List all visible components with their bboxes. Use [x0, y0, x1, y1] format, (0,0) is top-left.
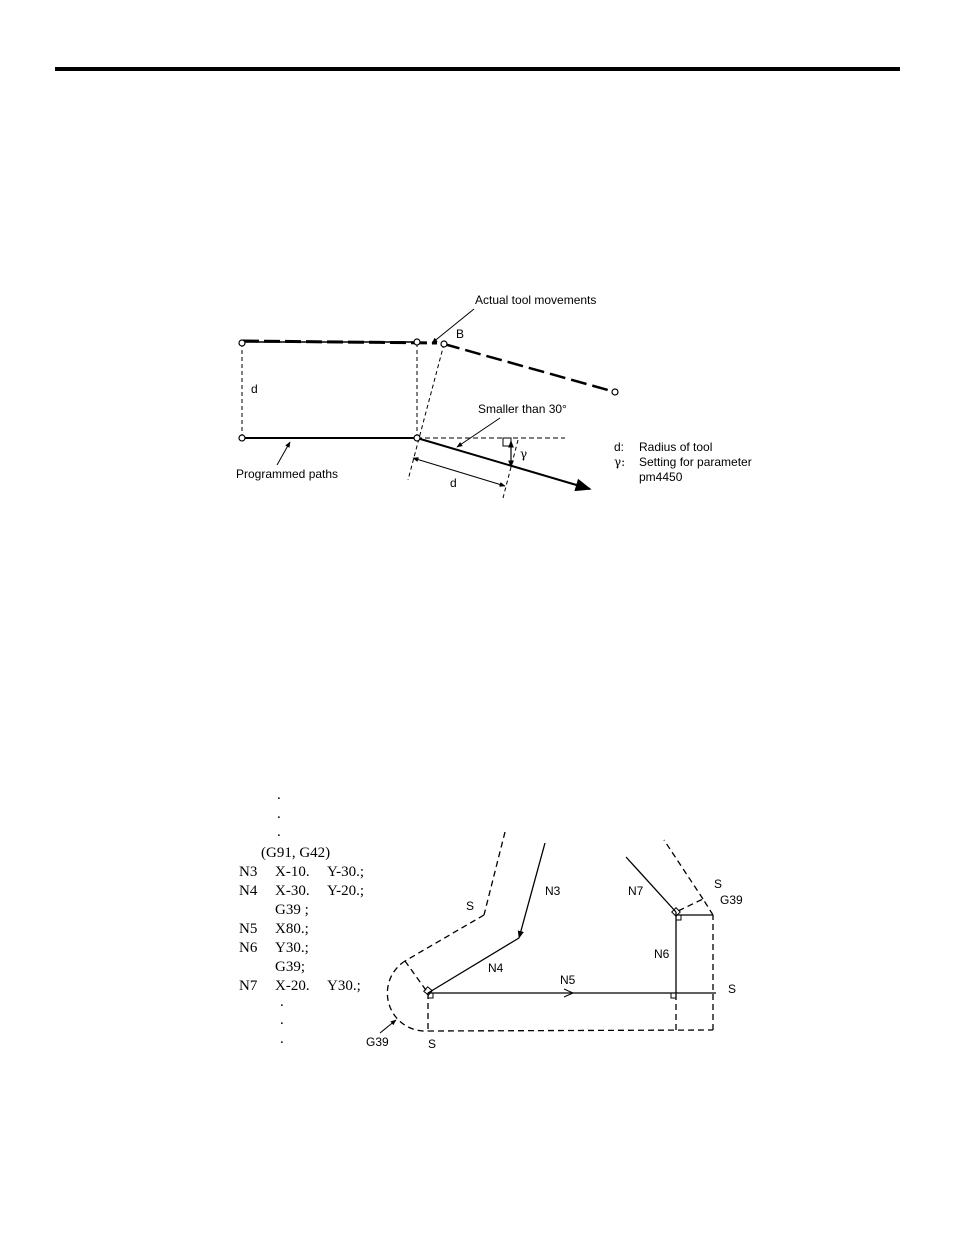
legend-text: pm4450 [639, 470, 683, 484]
right-angle-mark [503, 438, 511, 446]
gamma-label: γ [520, 447, 528, 461]
n5-label: N5 [560, 973, 576, 987]
program-word: X-20. [275, 978, 310, 994]
program-dot: . [277, 787, 281, 803]
s-label-right: S [728, 982, 737, 996]
program-word: Y30.; [327, 978, 361, 994]
program-dot: . [280, 994, 284, 1010]
n3-label: N3 [545, 884, 561, 898]
program-word: Y30.; [275, 940, 309, 956]
figure-1-corner-offset [236, 293, 752, 498]
s-label-upper: S [466, 899, 475, 913]
path-n3 [519, 843, 545, 938]
g39-label-right: G39 [720, 893, 743, 907]
point-corner-bottom [414, 435, 420, 441]
offset-n5 [428, 1030, 713, 1031]
legend-text: Radius of tool [639, 440, 713, 454]
program-word: X-10. [275, 864, 310, 880]
program-block-n7: N7 [239, 978, 258, 994]
legend-text: Setting for parameter [639, 455, 752, 469]
figure-2-program-listing [239, 787, 364, 1047]
g39-left-leader [380, 1020, 396, 1033]
smaller-than-leader [457, 418, 500, 447]
program-word: G39; [275, 959, 305, 975]
n7-label: N7 [628, 884, 644, 898]
actual-tool-leader [432, 309, 474, 343]
point-start-bottom [239, 435, 245, 441]
figure-1-legend [614, 440, 752, 484]
programmed-paths-leader [277, 442, 290, 465]
dimension-d-arrow [413, 458, 505, 486]
program-dot: . [277, 824, 281, 840]
program-block-n5: N5 [239, 921, 258, 937]
s-label-right-top: S [714, 877, 723, 891]
program-block-n3: N3 [239, 864, 258, 880]
n4-label: N4 [488, 961, 504, 975]
offset-n4 [405, 915, 484, 961]
program-word: Y-30.; [327, 864, 365, 880]
point-b-label: B [456, 327, 465, 341]
offset-g39-left-arc [387, 961, 428, 1031]
program-word: Y-20.; [327, 883, 365, 899]
radius-d-label: d [251, 382, 258, 396]
point-start-top [239, 340, 245, 346]
offset-n4-end-perp [405, 961, 428, 993]
point-end [612, 389, 618, 395]
offset-n7 [664, 840, 703, 899]
smaller-than-label: Smaller than 30° [478, 402, 567, 416]
legend-key: d: [614, 440, 625, 454]
program-word: G39 ; [275, 902, 309, 918]
program-word: X80.; [275, 921, 309, 937]
offset-n3 [484, 832, 505, 915]
actual-tool-dashed-2 [444, 344, 615, 392]
g39-label-left: G39 [366, 1035, 389, 1049]
program-mode: (G91, G42) [261, 845, 331, 861]
program-dot: . [280, 1012, 284, 1028]
programmed-paths-label: Programmed paths [236, 467, 339, 481]
program-dot: . [277, 806, 281, 822]
program-block-n4: N4 [239, 883, 258, 899]
figure-2-g39-path [366, 832, 743, 1051]
point-corner-top [414, 339, 420, 345]
legend-key: γ: [614, 455, 626, 469]
offset-g39-right-corner [676, 899, 713, 915]
path-n4 [428, 938, 519, 993]
s-label-bottom: S [428, 1037, 437, 1051]
actual-tool-label: Actual tool movements [475, 293, 597, 307]
dimension-d-label: d [450, 476, 457, 490]
n6-label: N6 [654, 947, 670, 961]
corner-mark-n5-n6 [671, 993, 676, 998]
program-block-n6: N6 [239, 940, 258, 956]
corner-diagonal-dashed [408, 344, 444, 480]
program-dot: . [280, 1031, 284, 1047]
point-b [441, 341, 447, 347]
program-word: X-30. [275, 883, 310, 899]
